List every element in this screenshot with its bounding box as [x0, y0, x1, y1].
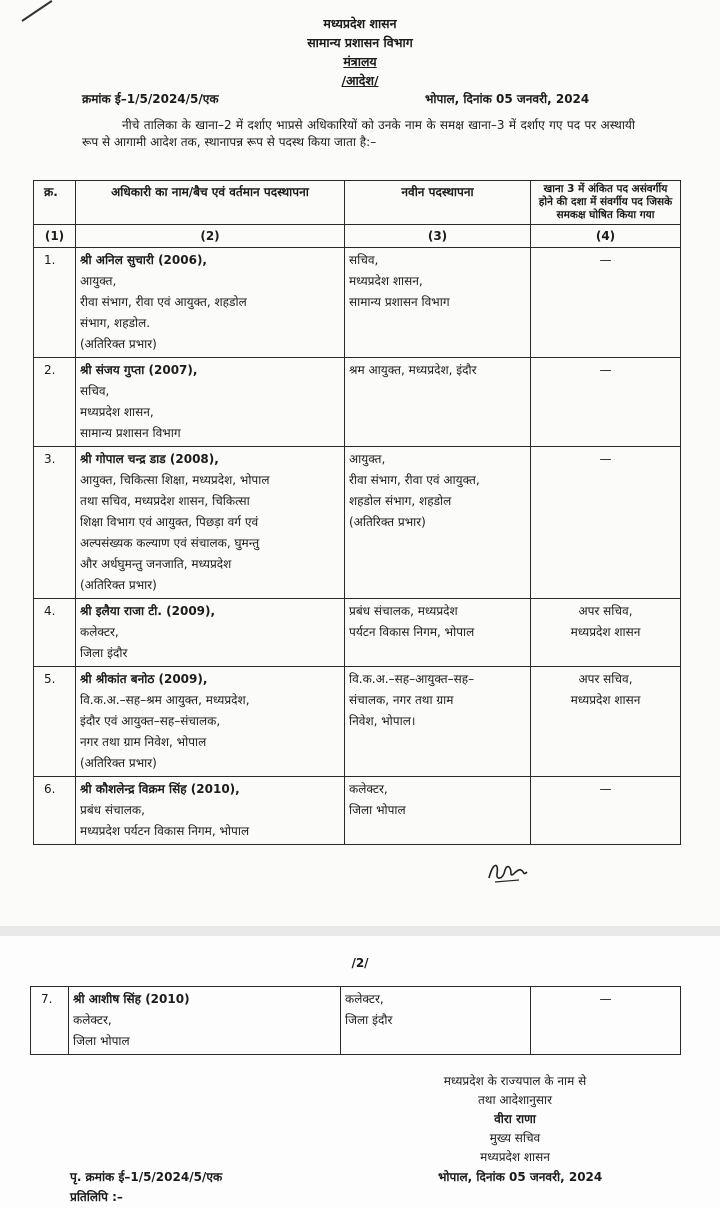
page-number: /2/ — [351, 956, 369, 970]
equivalent-line: मध्यप्रदेश शासन — [570, 625, 641, 639]
order-date: भोपाल, दिनांक 05 जनवरी, 2024 — [425, 92, 590, 106]
officer-cell — [76, 667, 345, 777]
header-officer: अधिकारी का नाम/बैच एवं वर्तमान पदस्थापना — [76, 181, 345, 225]
equivalent-line: मध्यप्रदेश शासन — [570, 693, 641, 707]
initials-signature — [485, 858, 529, 884]
header-state: मध्यप्रदेश शासन — [323, 16, 397, 31]
new-posting-cell — [345, 447, 531, 599]
current-posting-line: वि.क.अ.–सह–श्रम आयुक्त, मध्यप्रदेश, — [80, 693, 250, 707]
signature-block — [400, 1072, 630, 1167]
current-posting-line: जिला भोपाल — [73, 1034, 130, 1048]
equivalent-line: — — [599, 253, 612, 267]
number-c1: (1) — [34, 225, 76, 248]
new-posting-cell — [341, 987, 531, 1055]
equivalent-cell — [531, 777, 681, 845]
page-gap — [0, 926, 720, 936]
current-posting-line: प्रबंध संचालक, — [80, 803, 145, 817]
serial-number: 2. — [44, 363, 56, 377]
header-new-posting: नवीन पदस्थापना — [345, 181, 531, 225]
copy-label: प्रतिलिपि :– — [70, 1190, 123, 1204]
officer-cell — [76, 599, 345, 667]
new-posting-line: आयुक्त, — [349, 452, 386, 466]
current-posting-line: सचिव, — [80, 384, 110, 398]
signatory-name: वीरा राणा — [494, 1112, 536, 1126]
new-posting-line: जिला भोपाल — [349, 803, 406, 817]
current-posting-line: (अतिरिक्त प्रभार) — [80, 337, 157, 351]
new-posting-line: जिला इंदौर — [345, 1013, 393, 1027]
serial-cell — [34, 777, 76, 845]
new-posting-line: मध्यप्रदेश शासन, — [349, 274, 423, 288]
current-posting-line: और अर्धघुमन्तु जनजाति, मध्यप्रदेश — [80, 557, 232, 571]
header-ministry: मंत्रालय — [343, 54, 377, 69]
new-posting-line: सचिव, — [349, 253, 379, 267]
equivalent-cell — [531, 447, 681, 599]
new-posting-line: रीवा संभाग, रीवा एवं आयुक्त, — [349, 473, 480, 487]
table-header-row — [34, 181, 681, 225]
current-posting-line: इंदौर एवं आयुक्त–सह–संचालक, — [80, 714, 221, 728]
number-c4: (4) — [531, 225, 681, 248]
current-posting-line: रीवा संभाग, रीवा एवं आयुक्त, शहडोल — [80, 295, 247, 309]
serial-cell — [34, 358, 76, 447]
officer-cell — [76, 358, 345, 447]
endorsement-number: पृ. क्रमांक ई–1/5/2024/5/एक — [70, 1170, 223, 1184]
current-posting-line: संभाग, शहडोल. — [80, 316, 151, 330]
current-posting-line: कलेक्टर, — [80, 625, 119, 639]
table-row — [31, 987, 681, 1055]
table-row — [34, 248, 681, 358]
signatory-designation: मुख्य सचिव — [489, 1131, 541, 1145]
endorsement-date: भोपाल, दिनांक 05 जनवरी, 2024 — [438, 1170, 603, 1184]
current-posting-line: सामान्य प्रशासन विभाग — [80, 426, 181, 440]
signature-line-1: मध्यप्रदेश के राज्यपाल के नाम से — [443, 1074, 587, 1088]
equivalent-cell — [531, 599, 681, 667]
equivalent-line: — — [599, 992, 612, 1006]
equivalent-line: — — [599, 452, 612, 466]
new-posting-line: (अतिरिक्त प्रभार) — [349, 515, 426, 529]
new-posting-line: कलेक्टर, — [349, 782, 388, 796]
new-posting-line: श्रम आयुक्त, मध्यप्रदेश, इंदौर — [349, 363, 477, 377]
table-row — [34, 667, 681, 777]
new-posting-line: वि.क.अ.–सह–आयुक्त–सह– — [349, 672, 475, 686]
new-posting-cell — [345, 599, 531, 667]
current-posting-line: जिला इंदौर — [80, 646, 128, 660]
serial-number: 3. — [44, 452, 56, 466]
officer-name: श्री संजय गुप्ता (2007), — [80, 363, 198, 377]
current-posting-line: (अतिरिक्त प्रभार) — [80, 578, 157, 592]
number-c3: (3) — [345, 225, 531, 248]
current-posting-line: अल्पसंख्यक कल्याण एवं संचालक, घुमन्तु — [80, 536, 260, 550]
new-posting-line: सामान्य प्रशासन विभाग — [349, 295, 450, 309]
current-posting-line: आयुक्त, चिकित्सा शिक्षा, मध्यप्रदेश, भोपाल — [80, 473, 270, 487]
current-posting-line: तथा सचिव, मध्यप्रदेश शासन, चिकित्सा — [80, 494, 250, 508]
page-two — [0, 936, 720, 1209]
officer-cell — [76, 447, 345, 599]
serial-number: 6. — [44, 782, 56, 796]
new-posting-line: संचालक, नगर तथा ग्राम — [349, 693, 454, 707]
posting-table-continued — [30, 986, 681, 1055]
equivalent-line: अपर सचिव, — [578, 604, 633, 618]
current-posting-line: (अतिरिक्त प्रभार) — [80, 756, 157, 770]
serial-number: 7. — [41, 992, 53, 1006]
equivalent-line: — — [599, 782, 612, 796]
order-number: क्रमांक ई–1/5/2024/5/एक — [82, 92, 219, 106]
officer-name: श्री इलैया राजा टी. (2009), — [80, 604, 216, 618]
officer-cell — [76, 248, 345, 358]
signature-line-2: तथा आदेशानुसार — [477, 1093, 553, 1107]
officer-name: श्री अनिल सुचारी (2006), — [80, 253, 207, 267]
table-row — [34, 447, 681, 599]
serial-cell — [34, 599, 76, 667]
new-posting-line: निवेश, भोपाल। — [349, 714, 416, 728]
new-posting-line: पर्यटन विकास निगम, भोपाल — [349, 625, 475, 639]
current-posting-line: नगर तथा ग्राम निवेश, भोपाल — [80, 735, 207, 749]
serial-cell — [34, 447, 76, 599]
new-posting-cell — [345, 777, 531, 845]
order-paragraph — [82, 117, 635, 151]
signatory-government: मध्यप्रदेश शासन — [480, 1150, 550, 1164]
equivalent-line: अपर सचिव, — [578, 672, 633, 686]
current-posting-line: मध्यप्रदेश शासन, — [80, 405, 154, 419]
table-row — [34, 599, 681, 667]
posting-table — [33, 180, 681, 845]
current-posting-line: कलेक्टर, — [73, 1013, 112, 1027]
officer-name: श्री आशीष सिंह (2010) — [73, 992, 190, 1006]
serial-number: 4. — [44, 604, 56, 618]
officer-cell — [69, 987, 341, 1055]
serial-cell — [34, 667, 76, 777]
serial-cell — [31, 987, 69, 1055]
header-serial: क्र. — [34, 181, 76, 225]
header-department: सामान्य प्रशासन विभाग — [307, 35, 413, 50]
header-order-title: /आदेश/ — [341, 73, 379, 88]
officer-name: श्री कौशलेन्द्र विक्रम सिंह (2010), — [80, 782, 240, 796]
new-posting-line: प्रबंध संचालक, मध्यप्रदेश — [349, 604, 458, 618]
order-paragraph-text: नीचे तालिका के खाना–2 में दर्शाए भाप्रसे अधिकारियों को उनके नाम के समक्ष खाना–3 में दर्शाए गए पद पर अस्थायी रूप से आगामी आदेश तक, स्थानापन्न रूप से पदस्थ किया जाता है:– — [82, 118, 635, 149]
equivalent-cell — [531, 987, 681, 1055]
serial-cell — [34, 248, 76, 358]
officer-name: श्री श्रीकांत बनोठ (2009), — [80, 672, 208, 686]
current-posting-line: शिक्षा विभाग एवं आयुक्त, पिछड़ा वर्ग एवं — [80, 515, 259, 529]
serial-number: 1. — [44, 253, 56, 267]
equivalent-cell — [531, 667, 681, 777]
table-row — [34, 358, 681, 447]
new-posting-cell — [345, 667, 531, 777]
new-posting-line: शहडोल संभाग, शहडोल — [349, 494, 452, 508]
new-posting-cell — [345, 248, 531, 358]
current-posting-line: मध्यप्रदेश पर्यटन विकास निगम, भोपाल — [80, 824, 250, 838]
table-number-row — [34, 225, 681, 248]
new-posting-line: कलेक्टर, — [345, 992, 384, 1006]
current-posting-line: आयुक्त, — [80, 274, 117, 288]
header-equivalent: खाना 3 में अंकित पद असंवर्गीय होने की दशा में संवर्गीय पद जिसके समकक्ष घोषित किया गया — [531, 181, 681, 225]
officer-name: श्री गोपाल चन्द्र डाड (2008), — [80, 452, 219, 466]
equivalent-cell — [531, 358, 681, 447]
equivalent-line: — — [599, 363, 612, 377]
number-c2: (2) — [76, 225, 345, 248]
officer-cell — [76, 777, 345, 845]
new-posting-cell — [345, 358, 531, 447]
table-row — [34, 777, 681, 845]
equivalent-cell — [531, 248, 681, 358]
serial-number: 5. — [44, 672, 56, 686]
